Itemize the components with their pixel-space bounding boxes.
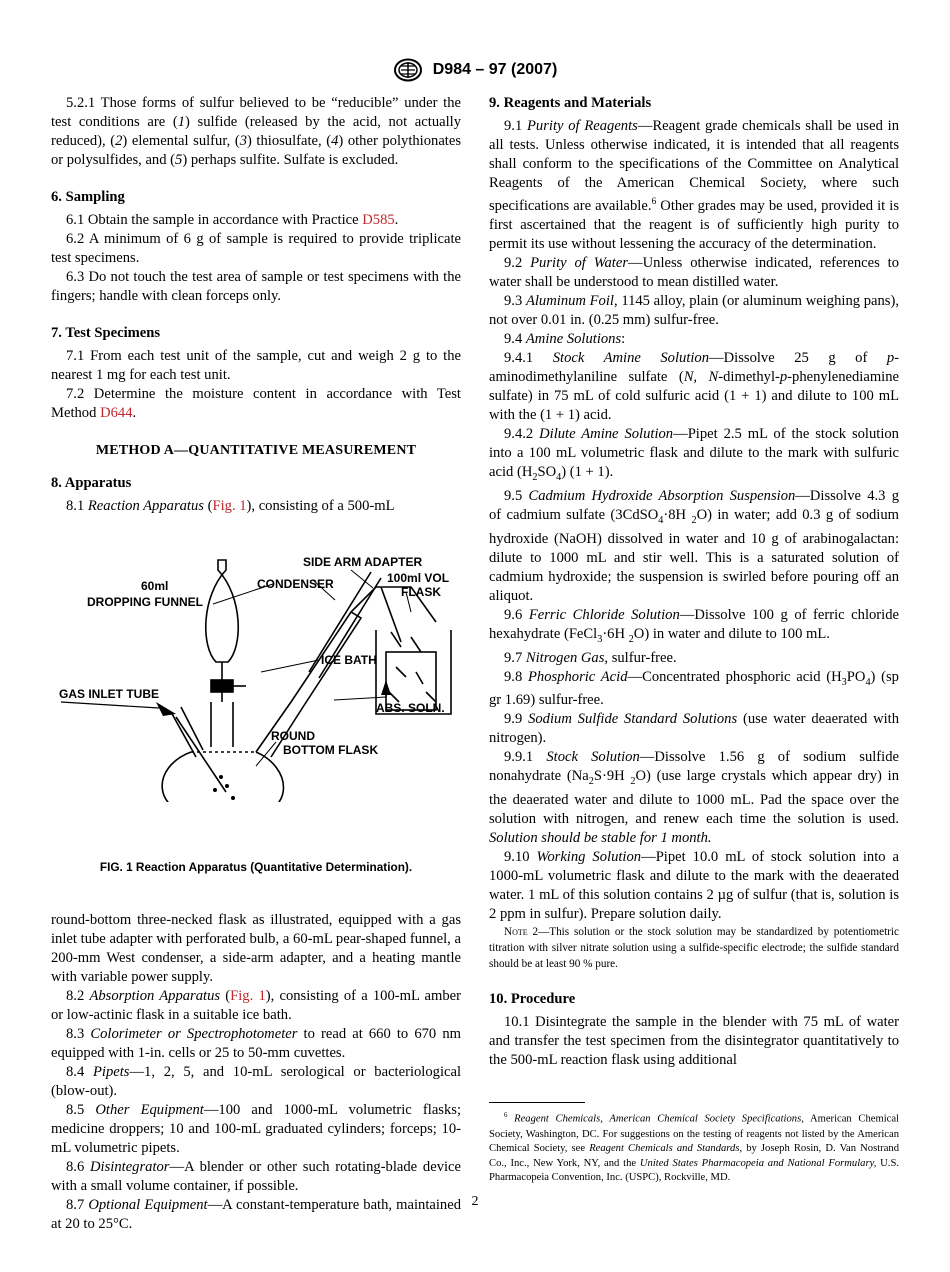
figure-label-vol-flask-2: FLASK xyxy=(401,585,441,599)
paragraph-9-9: 9.9 Sodium Sulfide Standard Solutions (use water deaerated with nitrogen). xyxy=(489,711,900,747)
page-number: 2 xyxy=(471,1194,479,1209)
paragraph-8-3: 8.3 Colorimeter or Spectrophotometer to read at 660 to 670 nm equipped with 1-in. cells or 25 to 50-mm cuvettes. xyxy=(51,1026,461,1061)
link-fig-1[interactable]: Fig. 1 xyxy=(212,498,247,514)
figure-label-funnel-volume: 60ml xyxy=(141,579,169,593)
paragraph-8-2: 8.2 Absorption Apparatus (Fig. 1), consisting of a 100-mL amber or low-actinic flask in a suitable ice bath. xyxy=(51,988,462,1023)
footnote-ref-6[interactable]: 6 xyxy=(651,197,657,207)
section-10-heading: 10. Procedure xyxy=(489,991,576,1008)
dropping-funnel-shape xyxy=(206,560,238,662)
figure-label-abs-soln: ABS. SOLN. xyxy=(376,701,445,715)
paragraph-6-3: 6.3 Do not touch the test area of sample or test specimens with the fingers; handle with clean forceps only. xyxy=(51,269,461,304)
astm-logo-icon xyxy=(393,58,423,82)
right-column xyxy=(489,94,899,1186)
paragraph-9-5: 9.5 Cadmium Hydroxide Absorption Suspension—Dissolve 4.3 g of cadmium sulfate (3CdSO$_4$·8H $_2$O) in water; add 0.3 g of sodium hydroxide (NaOH) dissolved in water and 10 g of arabinogalactan: dilute to 1000 mL and stir well. This is a saturated solution of cadmium hydroxide; the suspension is swirled before pouring off an aliquot. xyxy=(489,487,899,604)
section-7-heading: 7. Test Specimens xyxy=(51,325,161,341)
paragraph-9-7: 9.7 Nitrogen Gas, sulfur-free. xyxy=(504,649,677,666)
figure-label-vol-flask-1: 100ml VOL xyxy=(387,571,450,585)
section-8-heading: 8. Apparatus xyxy=(51,475,132,491)
paragraph-9-4-1: 9.4.1 Stock Amine Solution—Dissolve 25 g of p-aminodimethylaniline sulfate (N, N-dimethyl-p-phenylenediamine sulfate) in 75 mL of cold sulfuric acid (1 + 1) and dilute to 100 mL with the (1 + 1) acid. xyxy=(489,349,899,423)
figure-label-side-arm-adapter: SIDE ARM ADAPTER xyxy=(303,555,423,569)
figure-1-reaction-apparatus xyxy=(51,552,461,852)
paragraph-8-6: 8.6 Disintegrator—A blender or other such rotating-blade device with a small volume container, if possible. xyxy=(51,1159,462,1194)
paragraph-8-5: 8.5 Other Equipment—100 and 1000-mL volumetric flasks; medicine droppers; 10 and 100-mL graduated cylinders; forceps; 10-mL volumetric pipets. xyxy=(51,1102,462,1156)
paragraph-9-4-2: 9.4.2 Dilute Amine Solution—Pipet 2.5 mL of the stock solution into a 100 mL volumetric flask and dilute to the mark with sulfuric acid $(H_2SO_4) (1 + 1)$. xyxy=(489,425,899,483)
figure-label-ice-bath: ICE BATH xyxy=(321,653,377,667)
paragraph-9-10: 9.10 Working Solution—Pipet 10.0 mL of stock solution into a 1000-mL volumetric flask and dilute to the mark with the deaerated water. 1 mL of this solution contains 2 µg of sulfur (that is, solution is 2 ppm in sulfur). Prepare solution daily. xyxy=(489,849,900,923)
section-6-heading: 6. Sampling xyxy=(51,189,125,205)
figure-label-bottom-flask: BOTTOM FLASK xyxy=(283,743,379,757)
figure-label-gas-inlet-tube: GAS INLET TUBE xyxy=(59,687,160,701)
note-2: Note 2—This solution or the stock solution may be standardized by potentiometric titration with silver nitrate solution using a sulfide-specific electrode; the sulfide standard should be at least 90 % pure. xyxy=(489,926,899,971)
section-9-heading: 9. Reagents and Materials xyxy=(489,95,652,111)
paragraph-8-4: 8.4 Pipets—1, 2, 5, and 10-mL serological or bacteriological (blow-out). xyxy=(51,1064,462,1099)
figure-label-round: ROUND xyxy=(271,729,315,743)
apparatus-diagram xyxy=(51,552,461,802)
paragraph-6-2: 6.2 A minimum of 6 g of sample is required to provide triplicate test specimens. xyxy=(51,231,461,266)
paragraph-9-6: 9.6 Ferric Chloride Solution—Dissolve 100 g of ferric chloride hexahydrate (FeCl$_3$·6H $_2$O) in water and dilute to 100 mL. xyxy=(489,606,899,645)
document-id: D984 – 97 (2007) xyxy=(432,61,558,78)
link-d585[interactable]: D585 xyxy=(362,212,395,228)
paragraph-9-3: 9.3 Aluminum Foil, 1145 alloy, plain (or aluminum weighing pans), not over 0.01 in. (0.25 mm) sulfur-free. xyxy=(489,292,899,328)
paragraph-6-1: 6.1 Obtain the sample in accordance with Practice D585. xyxy=(66,212,399,228)
paragraph-5-2-1: 5.2.1 Those forms of sulfur believed to be “reducible” under the test conditions are (1) sulfide (released by the acid, not actually reduced), (2) elemental sulfur, (3) thiosulfate, (4) other polythionates or polysulfides, and (5) perhaps sulfite. Sulfate is excluded. xyxy=(51,95,462,168)
method-a-heading: METHOD A—QUANTITATIVE MEASUREMENT xyxy=(95,443,417,458)
paragraph-10-1: 10.1 Disintegrate the sample in the blender with 75 mL of water and transfer the test specimen from the disintegrator quantitatively to the 500-mL reaction flask using additional xyxy=(489,1014,899,1069)
paragraph-8-7: 8.7 Optional Equipment—A constant-temperature bath, maintained at 20 to 25°C. xyxy=(51,1197,461,1232)
paragraph-9-1: 9.1 Purity of Reagents—Reagent grade chemicals shall be used in all tests. Unless otherwise indicated, it is intended that all reagents shall conform to the specifications of the Committee on Analytical Reagents of the American Chemical Society, where such specifications are available.$^6$ Other grades may be used, provided it is first ascertained that the reagent is of sufficiently high purity to permit its use without lessening the accuracy of the determination. xyxy=(489,118,899,252)
paragraph-8-1-continued: round-bottom three-necked flask as illustrated, equipped with a gas inlet tube adapter with perforated bulb, a 60-mL pear-shaped funnel, a 200-mm West condenser, a side-arm adapter, and a heating mantle with variable power supply. xyxy=(51,912,461,985)
page-header xyxy=(0,58,950,84)
paragraph-8-1: 8.1 Reaction Apparatus (Fig. 1), consisting of a 500-mL xyxy=(66,498,395,514)
paragraph-7-1: 7.1 From each test unit of the sample, cut and weigh 2 g to the nearest 1 mg for each test unit. xyxy=(51,348,461,383)
paragraph-9-9-1: 9.9.1 Stock Solution—Dissolve 1.56 g of sodium sulfide nonahydrate ($Na_2S\cdot 9H$ $_2$O) (use large crystals which appear dry) in the deaerated water and dilute to 1000 mL. Pad the space over the solution with nitrogen, and renew each time the solution is used. Solution should be stable for 1 month. xyxy=(489,749,899,847)
paragraph-9-8: 9.8 Phosphoric Acid—Concentrated phosphoric acid $(H_3PO_4)$ (sp gr 1.69) sulfur-free. xyxy=(489,668,899,709)
figure-1-caption: FIG. 1 Reaction Apparatus (Quantitative Determination). xyxy=(99,860,413,874)
figure-label-condenser: CONDENSER xyxy=(257,577,334,591)
left-column xyxy=(51,94,461,1234)
paragraph-9-2: 9.2 Purity of Water—Unless otherwise indicated, references to water shall be understood to mean distilled water. xyxy=(489,254,900,290)
link-d644[interactable]: D644 xyxy=(100,405,133,421)
paragraph-7-2: 7.2 Determine the moisture content in accordance with Test Method D644. xyxy=(51,386,461,421)
footnote-6: $^6$ Reagent Chemicals, American Chemical Society Specifications, American Chemical Society, Washington, DC. For suggestions on the testing of reagents not listed by the American Chemical Society, see Reagent Chemicals and Standards, by Joseph Rosin, D. Van Nostrand Co., Inc., New York, NY, and the United States Pharmacopeia and National Formulary, U.S. Pharmacopeia Convention, Inc. (USPC), Rockville, MD. xyxy=(489,1112,899,1184)
link-fig-1-b[interactable]: Fig. 1 xyxy=(230,988,266,1004)
footnote-divider xyxy=(489,1102,585,1103)
figure-label-dropping-funnel: DROPPING FUNNEL xyxy=(87,595,204,609)
paragraph-9-4: 9.4 Amine Solutions: xyxy=(504,330,626,347)
